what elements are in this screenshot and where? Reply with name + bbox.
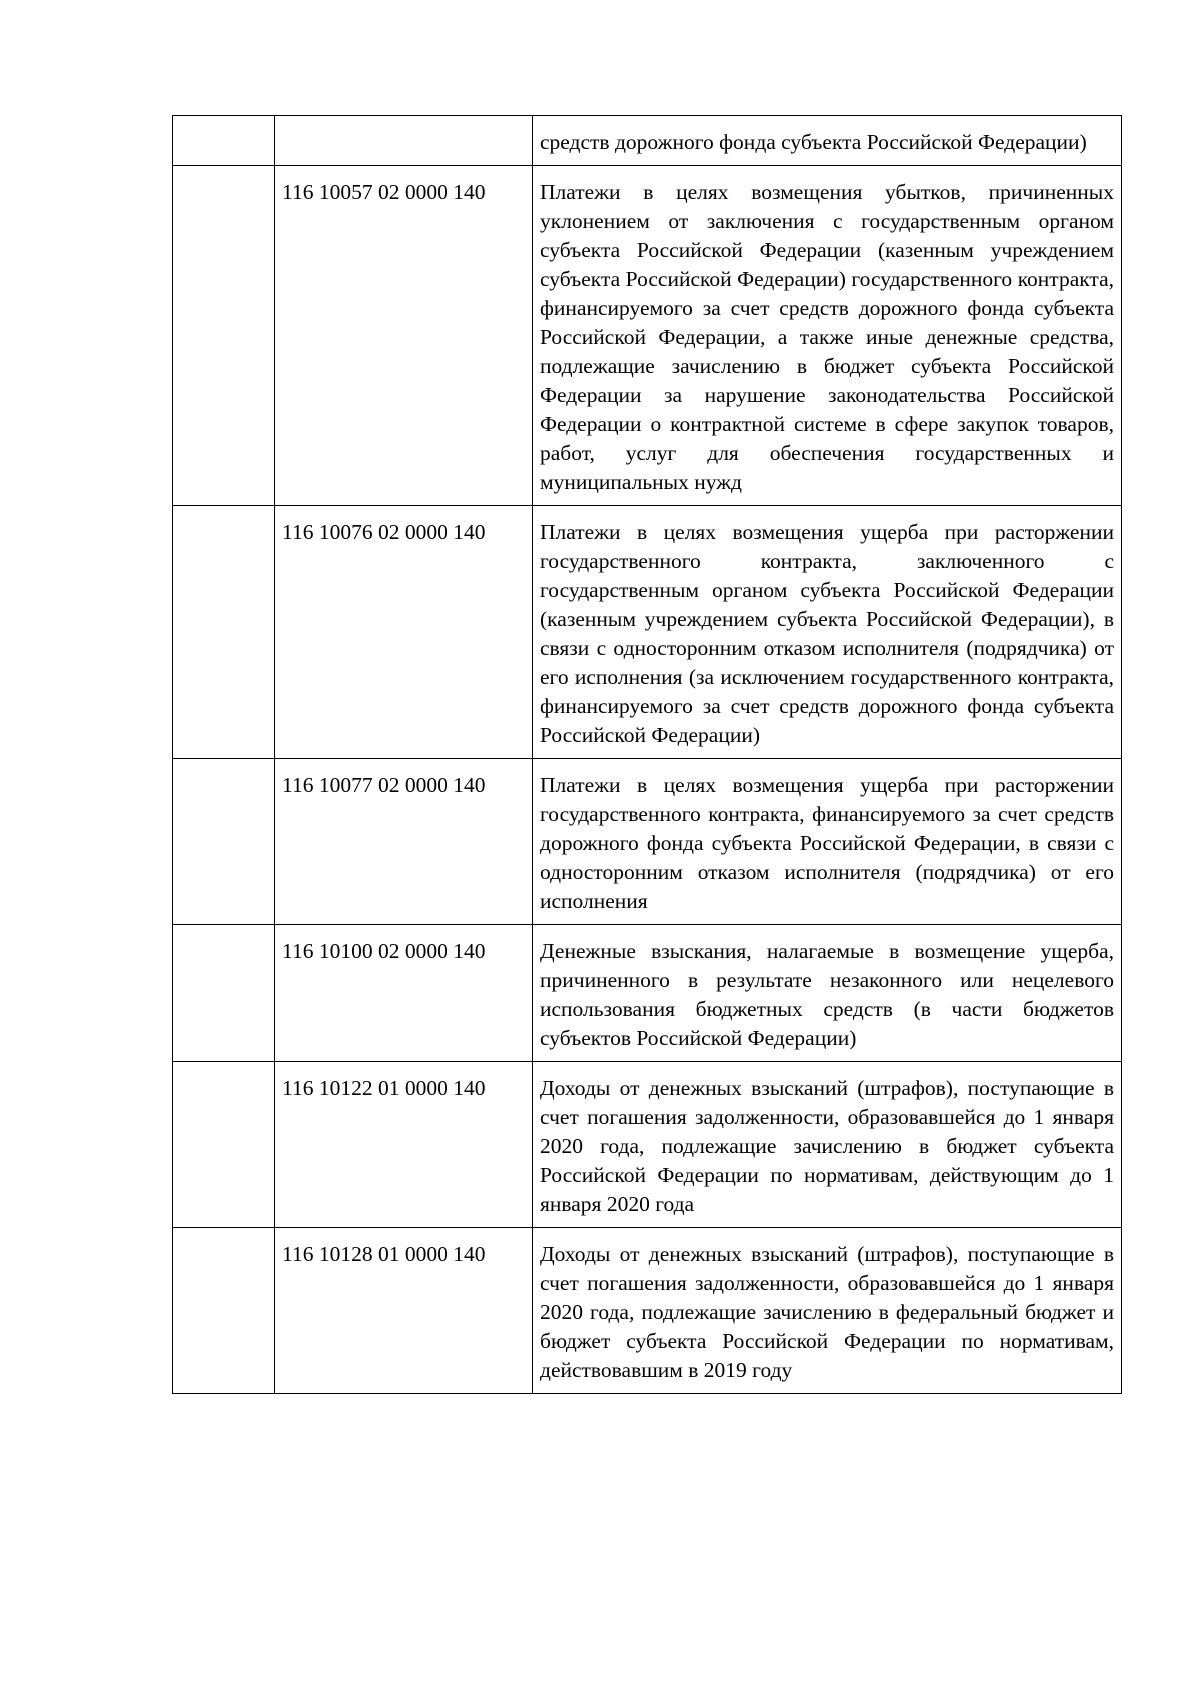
table-row	[173, 116, 1122, 166]
table-row	[173, 925, 1122, 1062]
empty-cell	[173, 759, 275, 925]
description-cell: Доходы от денежных взысканий (штрафов), поступающие в счет погашения задолженности, образовавшейся до 1 января 2020 года, подлежащие зачислению в бюджет субъекта Российской Федерации по нормативам, действующим до 1 января 2020 года	[533, 1062, 1122, 1228]
empty-cell	[173, 1228, 275, 1394]
description-cell: Платежи в целях возмещения ущерба при расторжении государственного контракта, заключенного с государственным органом субъекта Российской Федерации (казенным учреждением субъекта Российской Федерации), в связи с односторонним отказом исполнителя (подрядчика) от его исполнения (за исключением государственного контракта, финансируемого за счет средств дорожного фонда субъекта Российской Федерации)	[533, 506, 1122, 759]
empty-cell	[173, 1062, 275, 1228]
table-row	[173, 759, 1122, 925]
description-cell: средств дорожного фонда субъекта Российской Федерации)	[533, 116, 1122, 166]
empty-cell	[173, 925, 275, 1062]
code-cell: 116 10128 01 0000 140	[275, 1228, 533, 1394]
table-row	[173, 506, 1122, 759]
code-cell: 116 10076 02 0000 140	[275, 506, 533, 759]
table-row	[173, 1062, 1122, 1228]
description-cell: Платежи в целях возмещения убытков, причиненных уклонением от заключения с государственным органом субъекта Российской Федерации (казенным учреждением субъекта Российской Федерации) государственного контракта, финансируемого за счет средств дорожного фонда субъекта Российской Федерации, а также иные денежные средства, подлежащие зачислению в бюджет субъекта Российской Федерации за нарушение законодательства Российской Федерации о контрактной системе в сфере закупок товаров, работ, услуг для обеспечения государственных и муниципальных нужд	[533, 166, 1122, 506]
code-cell: 116 10077 02 0000 140	[275, 759, 533, 925]
description-cell: Доходы от денежных взысканий (штрафов), поступающие в счет погашения задолженности, образовавшейся до 1 января 2020 года, подлежащие зачислению в федеральный бюджет и бюджет субъекта Российской Федерации по нормативам, действовавшим в 2019 году	[533, 1228, 1122, 1394]
description-cell: Платежи в целях возмещения ущерба при расторжении государственного контракта, финансируемого за счет средств дорожного фонда субъекта Российской Федерации, в связи с односторонним отказом исполнителя (подрядчика) от его исполнения	[533, 759, 1122, 925]
empty-cell	[173, 166, 275, 506]
empty-cell	[173, 116, 275, 166]
description-cell: Денежные взыскания, налагаемые в возмещение ущерба, причиненного в результате незаконного или нецелевого использования бюджетных средств (в части бюджетов субъектов Российской Федерации)	[533, 925, 1122, 1062]
code-cell: 116 10122 01 0000 140	[275, 1062, 533, 1228]
code-cell	[275, 116, 533, 166]
table-row	[173, 166, 1122, 506]
table-row	[173, 1228, 1122, 1394]
empty-cell	[173, 506, 275, 759]
revenue-codes-table	[172, 115, 1122, 1394]
code-cell: 116 10057 02 0000 140	[275, 166, 533, 506]
code-cell: 116 10100 02 0000 140	[275, 925, 533, 1062]
